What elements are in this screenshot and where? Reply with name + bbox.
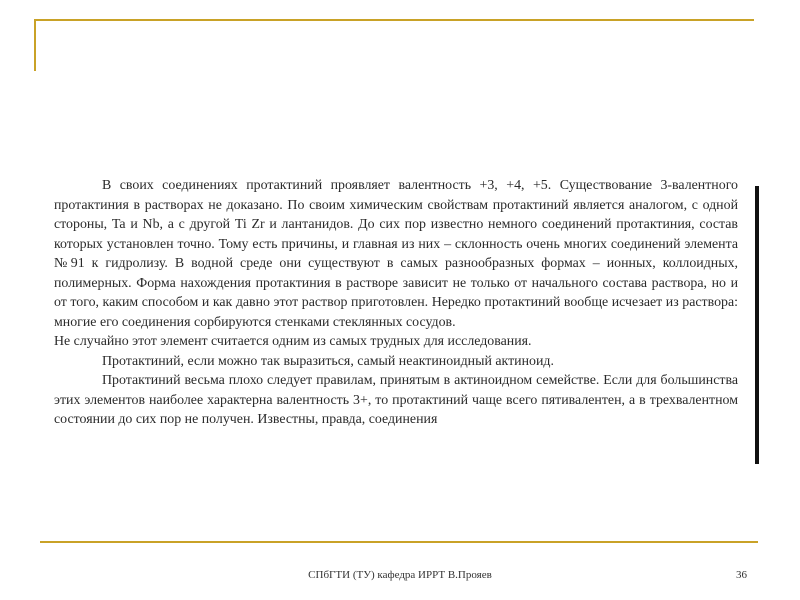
paragraph-2: Не случайно этот элемент считается одним из самых трудных для исследования. bbox=[54, 334, 532, 349]
footer-caption: СПбГТИ (ТУ) кафедра ИРРТ В.Прояев bbox=[308, 569, 492, 581]
right-edge-bar bbox=[755, 186, 759, 464]
paragraph-3: Протактиний, если можно так выразиться, самый неактиноидный актиноид. bbox=[102, 353, 554, 369]
paragraph-1: В своих соединениях протактиний проявляет валентность +3, +4, +5. Существование 3-валентного протактиния в растворах не доказано. По своим химическим свойствам протактиний является аналогом, с одной стороны, Ta и Nb, а с другой Ti Zr и лантанидов. До сих пор известно немного соединений протактиния, состав которых установлен точно. Тому есть причины, и главная из них – склонность очень многих соединений элемента №91 к гидролизу. В водной среде они существуют в самых разнообразных формах – ионных, коллоидных, полимерных. Форма нахождения протактиния в растворе зависит не только от начального состава раствора, но и от того, каким способом и как давно этот раствор приготовлен. Нередко протактиний вообще исчезает из раствора: многие его соединения сорбируются стенками стеклянных сосудов. bbox=[54, 178, 738, 330]
top-decorative-line bbox=[34, 19, 754, 21]
scanned-text-block bbox=[54, 176, 738, 462]
paragraph-4: Протактиний весьма плохо следует правилам, принятым в актиноидном семействе. Если для большинства этих элементов наиболее характерна валентность 3+, то протактиний чаще всего пятивалентен, а в трехвалентном состоянии до сих пор не получен. Известны, правда, соединения bbox=[54, 373, 738, 427]
left-decorative-line bbox=[34, 19, 36, 71]
bottom-decorative-line bbox=[40, 541, 758, 543]
page-number: 36 bbox=[736, 569, 747, 581]
